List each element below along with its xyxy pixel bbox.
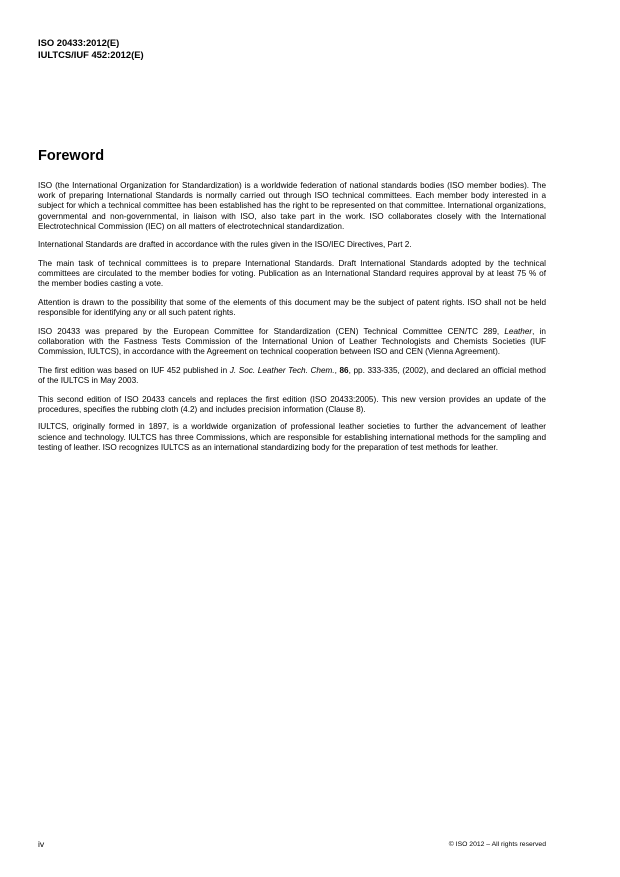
page-number: iv [38,839,45,849]
paragraph-first-edition [38,366,546,386]
first-edition-text-before: The first edition was based on IUF 452 published in [38,365,230,375]
section-title: Foreword [38,148,105,164]
first-edition-text-after: , pp. 333-335, (2002), and declared an official method of the IULTCS in May 2003. [38,365,546,385]
paragraph-patent-rights: Attention is drawn to the possibility that some of the elements of this document may be the subject of patent rights. ISO shall not be held responsible for identifying any or all such patent rights. [38,298,546,318]
foreword-body [38,181,546,461]
paragraph-iultcs: IULTCS, originally formed in 1897, is a worldwide organization of professional leather societies to further the advancement of leather science and technology. IULTCS has three Commissions, which are responsible for establishing international methods for the sampling and testing of leather. ISO recognizes IULTCS as an international standardizing body for the preparation of test methods for leather. [38,422,546,452]
journal-separator: , [334,365,340,375]
preparation-text-after: , in collaboration with the Fastness Tests Commission of the International Union of Leather Technologists and Chemists Societies (IUF Commission, IULTCS), in accordance with the Agreement on technical cooperation between ISO and CEN (Vienna Agreement). [38,326,546,357]
preparation-text-before: ISO 20433 was prepared by the European Committee for Standardization (CEN) Technical Committee CEN/TC 289, [38,326,505,336]
iultcs-identifier: IULTCS/IUF 452:2012(E) [38,49,144,60]
journal-volume-bold: 86 [339,365,349,375]
document-header [38,37,144,61]
committee-title-italic: Leather [504,326,533,336]
paragraph-iso-overview: ISO (the International Organization for Standardization) is a worldwide federation of national standards bodies (ISO member bodies). The work of preparing International Standards is normally carried out through ISO technical committees. Each member body interested in a subject for which a technical committee has been established has the right to be represented on that committee. International organizations, governmental and non-governmental, in liaison with ISO, also take part in the work. ISO collaborates closely with the International Electrotechnical Commission (IEC) on all matters of electrotechnical standardization. [38,181,546,231]
standard-identifier: ISO 20433:2012(E) [38,37,120,48]
paragraph-technical-committees: The main task of technical committees is to prepare International Standards. Draft International Standards adopted by the technical committees are circulated to the member bodies for voting. Publication as an International Standard requires approval by at least 75 % of the member bodies casting a vote. [38,259,546,289]
copyright-notice: © ISO 2012 – All rights reserved [448,841,546,848]
paragraph-drafting-rules: International Standards are drafted in accordance with the rules given in the ISO/IEC Directives, Part 2. [38,240,412,250]
paragraph-second-edition: This second edition of ISO 20433 cancels and replaces the first edition (ISO 20433:2005). This new version provides an update of the procedures, specifies the rubbing cloth (4.2) and includes precision information (Clause 8). [38,394,546,414]
journal-title-italic: J. Soc. Leather Tech. Chem. [229,365,335,375]
paragraph-preparation [38,327,546,358]
